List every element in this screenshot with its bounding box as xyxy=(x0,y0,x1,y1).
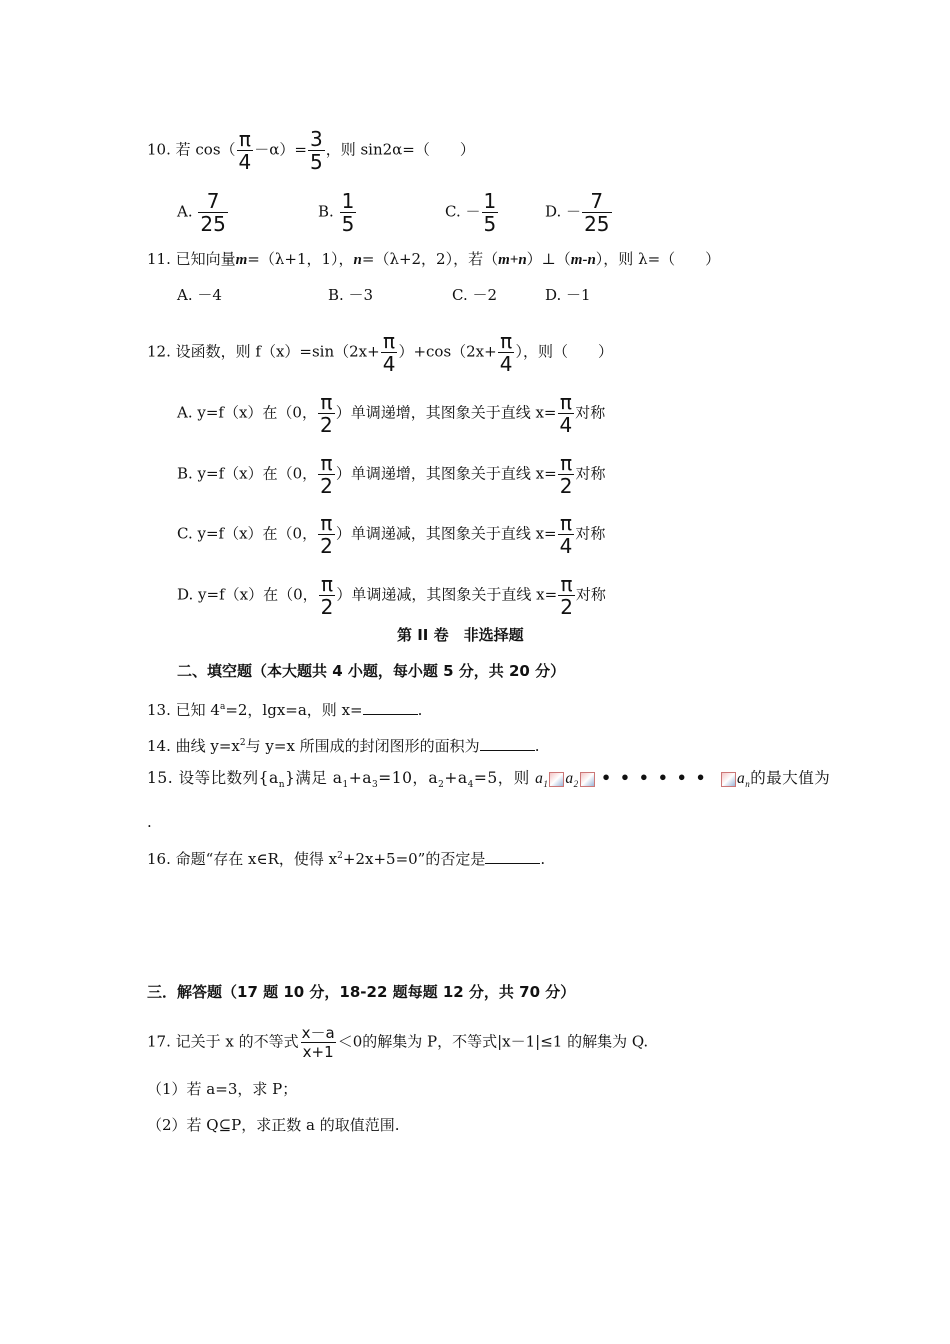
fraction: $\frac{7}{25}$ xyxy=(584,189,610,236)
part2-title: 第 II 卷 非选择题 xyxy=(397,626,524,644)
q13: 13. 已知 $4^a=2$，lgx=a，则 x= . xyxy=(147,701,423,719)
q12-option-c: C. y=f（x）在（0， $\frac{\pi}{2}$ ）单调递减，其图象关于直线 x= $\frac{\pi}{4}$ 对称 xyxy=(177,511,606,558)
q10-option-b: B. $\frac{1}{5}$ xyxy=(318,189,355,236)
q10-option-d: D. － $\frac{7}{25}$ xyxy=(545,189,610,236)
fraction: $\frac{1}{5}$ xyxy=(483,189,497,236)
q12-option-b: B. y=f（x）在（0， $\frac{\pi}{2}$ ）单调递增，其图象关于直线 x= $\frac{\pi}{2}$ 对称 xyxy=(177,451,606,498)
fraction: $\frac{\pi}{2}$ xyxy=(560,572,573,619)
fraction: $\frac{7}{25}$ xyxy=(200,189,226,236)
q11-option-c: C. －2 xyxy=(452,286,498,304)
fraction: $\frac{\pi}{4}$ xyxy=(382,329,396,376)
broken-image-icon xyxy=(721,772,736,787)
q12-stem: 12. 设函数，则 f（x）=sin（2x+ $\frac{\pi}{4}$ ）+cos（2x+ $\frac{\pi}{4}$ ），则（ ） xyxy=(147,329,613,376)
fraction: $\frac{\pi}{2}$ xyxy=(320,451,333,498)
fraction: $\frac{\pi}{2}$ xyxy=(320,572,334,619)
fraction: $\frac{\pi}{4}$ xyxy=(499,329,513,376)
section2-title: 二、填空题（本大题共 4 小题，每小题 5 分，共 20 分） xyxy=(177,662,566,680)
answer-blank[interactable] xyxy=(480,736,535,751)
fraction: $\frac{\pi}{2}$ xyxy=(319,390,333,437)
fraction: $\frac{\pi}{4}$ xyxy=(238,127,252,174)
q17-part2: （2）若 Q⊆P，求正数 a 的取值范围. xyxy=(147,1116,400,1134)
q10-option-a: A. $\frac{7}{25}$ xyxy=(177,189,226,236)
fraction: $\frac{3}{5}$ xyxy=(309,127,323,174)
fraction: $\frac{\pi}{4}$ xyxy=(559,511,573,558)
q11-option-d: D. －1 xyxy=(545,286,591,304)
q12-option-d: D. y=f（x）在（0， $\frac{\pi}{2}$ ）单调递减，其图象关于直线 x= $\frac{\pi}{2}$ 对称 xyxy=(177,572,606,619)
q11-option-b: B. －3 xyxy=(328,286,374,304)
fraction: $\frac{\pi}{2}$ xyxy=(320,511,333,558)
q10-stem: 10. 若 cos（ $\frac{\pi}{4}$ －α）= $\frac{3}{5}$ ，则 sin2α=（ ） xyxy=(147,127,475,174)
fraction: $\frac{1}{5}$ xyxy=(341,189,355,236)
q16: 16. 命题“存在 x∈R，使得 $x^2+2x+5=0$”的否定是 . xyxy=(147,850,546,868)
q12-option-a: A. y=f（x）在（0， $\frac{\pi}{2}$ ）单调递增，其图象关于直线 x= $\frac{\pi}{4}$ 对称 xyxy=(177,390,606,437)
q15-trailing-dot: . xyxy=(147,813,152,831)
q15: 15. 设等比数列$\{a_n\}$满足 $a_1+a_3=10$，$a_2+a_4=5$，则 $a_1$ $a_2$ •••••• $a_n$的最大值为 xyxy=(147,768,831,791)
fraction: $\frac{x-a}{x+1}$ xyxy=(301,1024,335,1061)
broken-image-icon xyxy=(549,772,564,787)
q10-option-c: C. － $\frac{1}{5}$ xyxy=(445,189,497,236)
answer-blank[interactable] xyxy=(485,849,540,864)
fraction: $\frac{\pi}{4}$ xyxy=(559,390,573,437)
q11-option-a: A. －4 xyxy=(177,286,222,304)
q17-stem: 17. 记关于 x 的不等式 $\frac{x-a}{x+1}$ ＜0的解集为 P，不等式|x－1|≤1 的解集为 Q. xyxy=(147,1024,649,1061)
broken-image-icon xyxy=(580,772,595,787)
section3-title: 三．解答题（17 题 10 分，18-22 题每题 12 分，共 70 分） xyxy=(147,983,576,1001)
q11-stem: 11. 已知向量m=（λ+1，1），n=（λ+2，2），若（m+n）⊥（m-n），则 λ=（ ） xyxy=(147,250,721,268)
q17-part1: （1）若 a=3，求 P； xyxy=(147,1080,298,1098)
answer-blank[interactable] xyxy=(363,700,418,715)
fraction: $\frac{\pi}{2}$ xyxy=(559,451,573,498)
q14: 14. 曲线 $y=x^2$与 y=x 所围成的封闭图形的面积为 . xyxy=(147,737,540,755)
